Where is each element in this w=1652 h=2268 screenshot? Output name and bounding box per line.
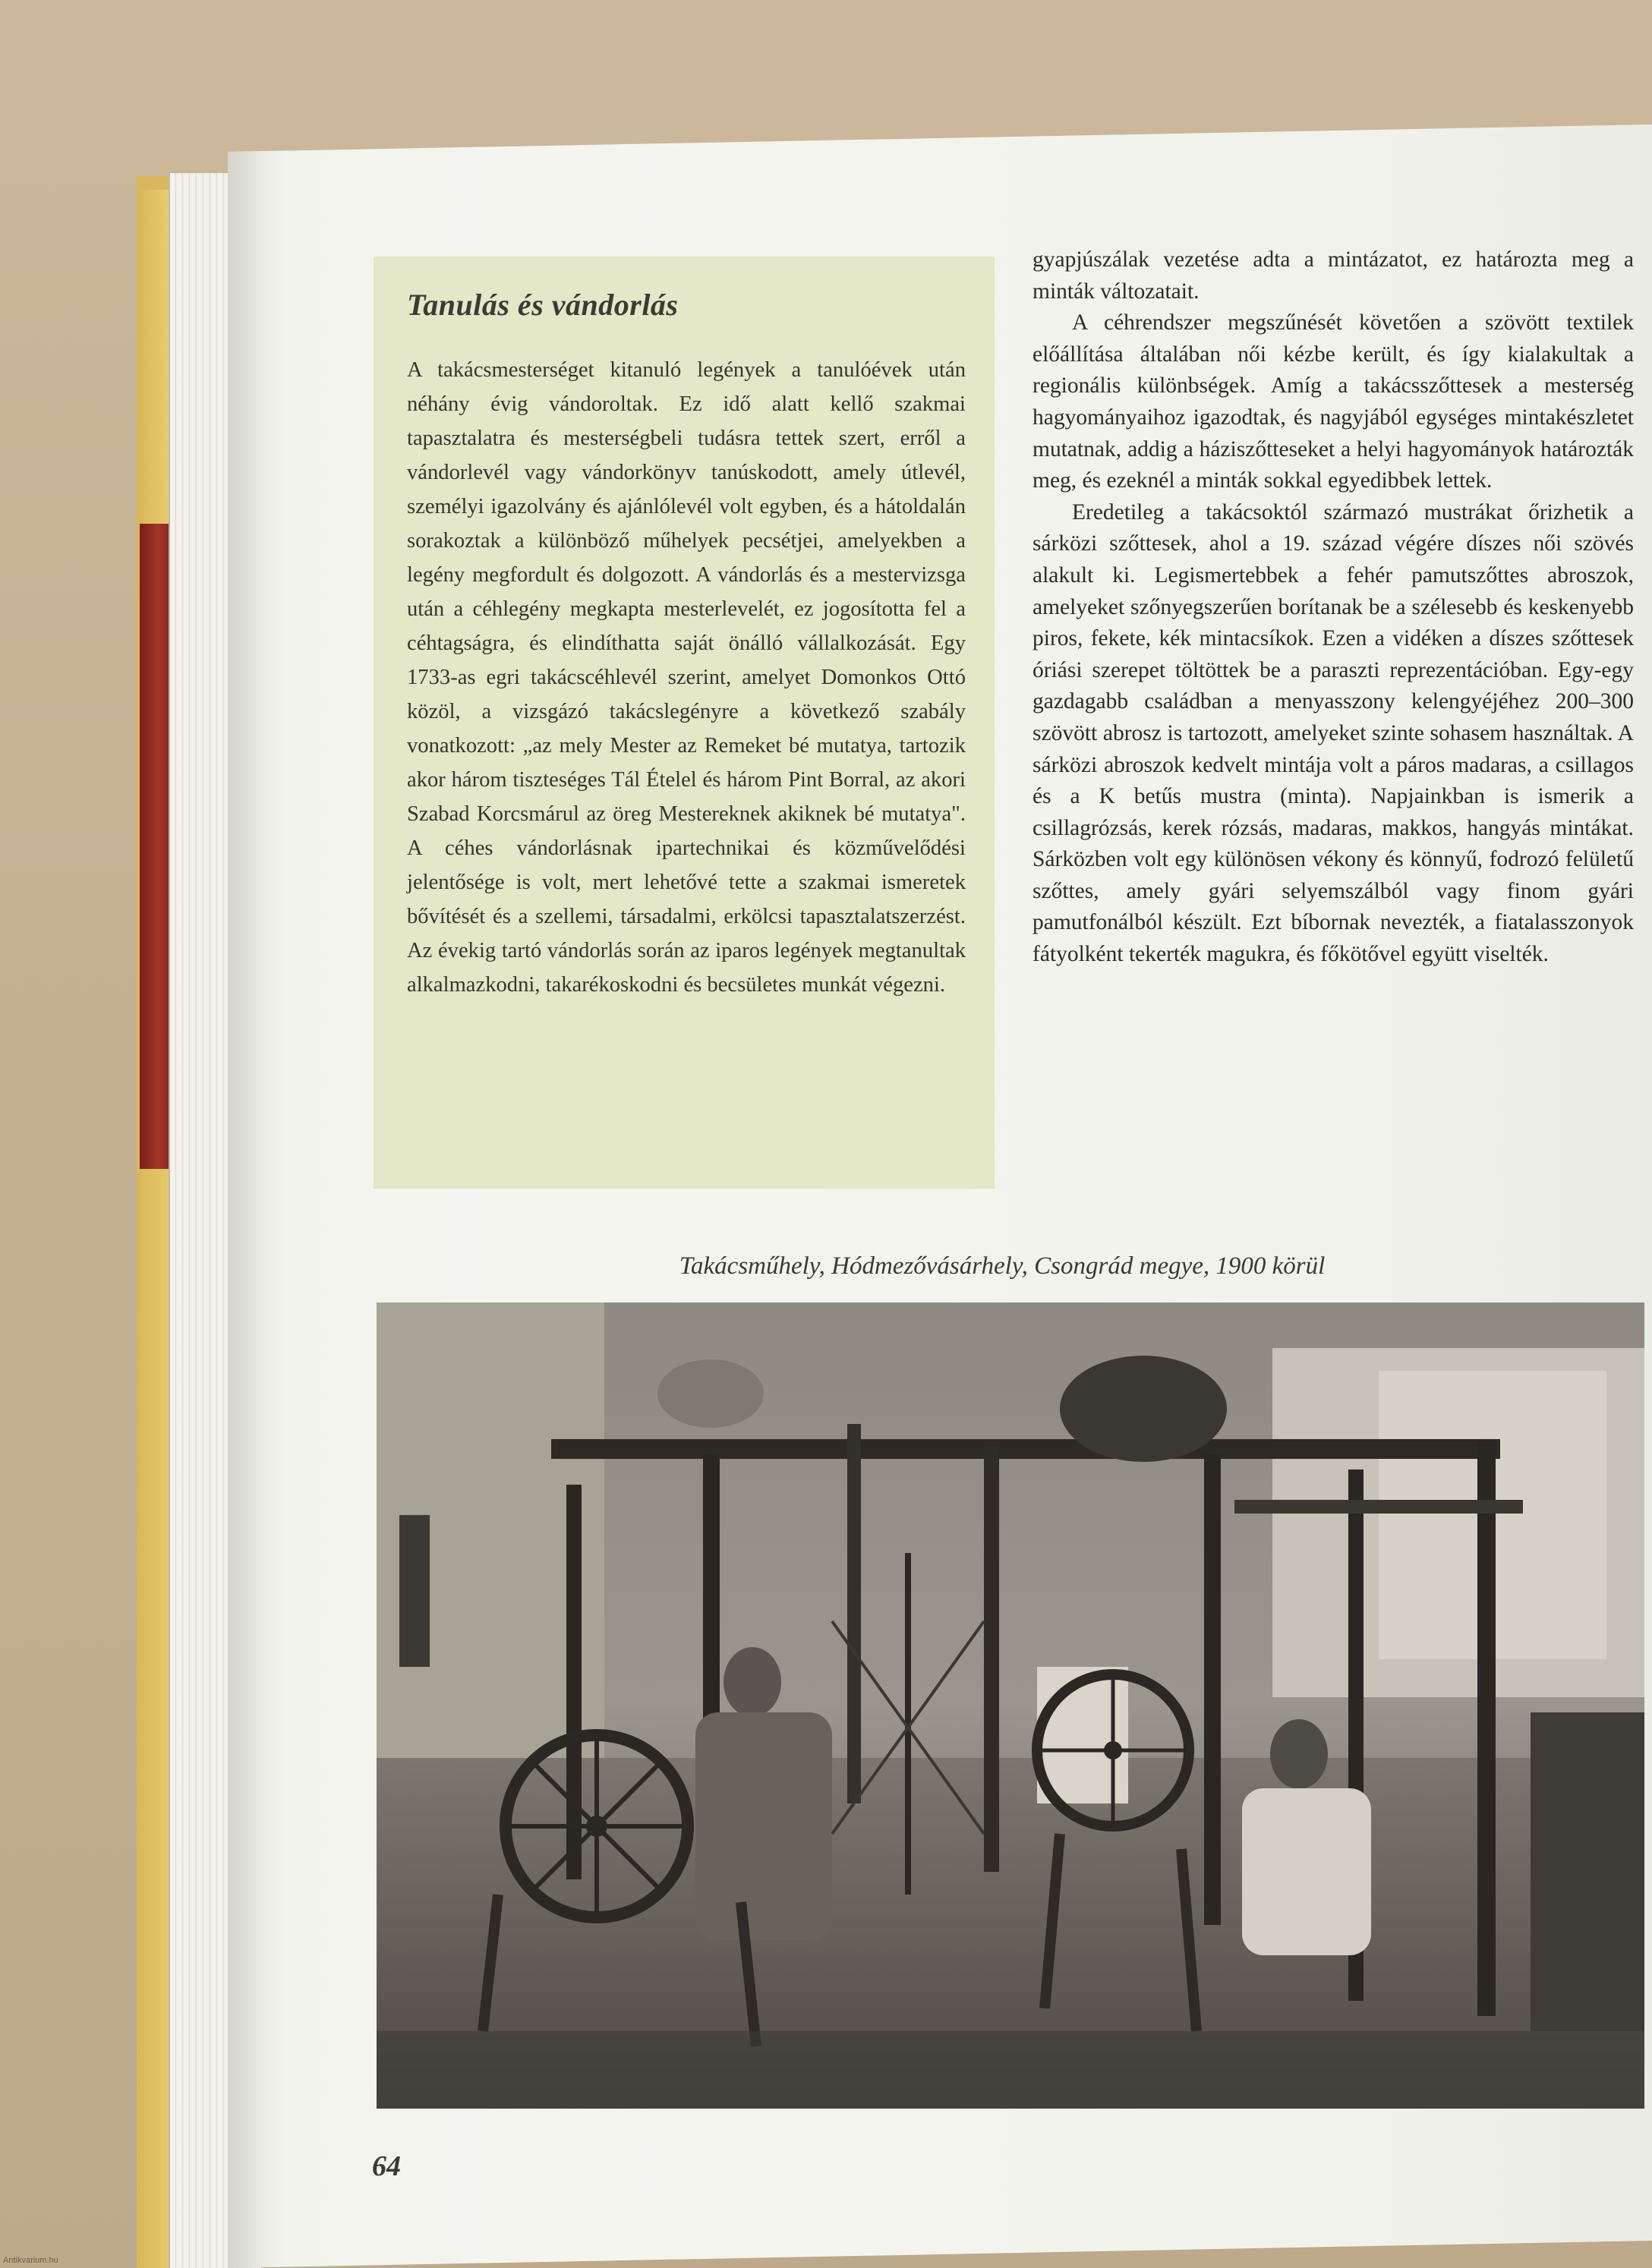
sidebar-text (407, 353, 966, 1002)
weaving-workshop-photo (377, 1303, 1644, 2109)
sidebar-title: Tanulás és vándorlás (407, 288, 679, 322)
column-paragraph: gyapjúszálak vezetése adta a mintázatot, ez határozta meg a minták változatait. (1032, 247, 1634, 304)
column-paragraph: A céhrendszer megszűnését követően a szövött textilek előállítása általában női kézbe került, és így kialakultak a regionális különbségek. Amíg a takácsszőttesek a mesterség hagyományaihoz igazodtak, és nagyjából egységes mintakészletet mutatnak, addig a háziszőtteseket a helyi hagyományok határozták meg, és ezeknél a minták sokkal egyedibbek lettek. (1032, 310, 1634, 493)
page-gutter-shadow (228, 152, 273, 2268)
photo-caption: Takácsműhely, Hódmezővásárhely, Csongrád megye, 1900 körül (679, 1252, 1326, 1280)
sidebar-paragraph: A takácsmesterséget kitanuló legények a tanulóévek után néhány évig vándoroltak. Ez idő alatt kellő szakmai tapasztalatra és mesterségbeli tudásra tettek szert, erről a vándorlevél vagy vándorkönyv tanúskodott, amely útlevél, személyi igazolvány és ajánlólevél volt egyben, és a hátoldalán sorakoztak a különböző műhelyek pecsétjei, amelyekben a legény megfordult és dolgozott. A vándorlás és a mestervizsga után a céhlegény megkapta mesterlevelét, ez jogosította fel a céhtagságra, és elindíthatta saját önálló vállalkozását. Egy 1733-as egri takácscéhlevél szerint, amelyet Domonkos Ottó közöl, a vizsgázó takácslegényre a következő szabály vonatkozott: „az mely Mester az Remeket bé mutatya, tartozik akor három tiszteséges Tál Ételel és három Pint Borral, az akori Szabad Korcsmárul az öreg Mestereknek akiknek bé mutatya". A céhes vándorlásnak ipartechnikai és közművelődési jelentősége is volt, mert lehetővé tette a szakmai ismeretek bővítését és a szellemi, társadalmi, erkölcsi tapasztalatszerzést. Az évekig tartó vándorlás során az iparos legények megtanultak alkalmazkodni, takarékoskodni és becsületes munkát végezni. (407, 358, 966, 997)
book-cover-spine-red (140, 524, 170, 1169)
page-number: 64 (372, 2150, 401, 2182)
watermark: Antikvarium.hu (3, 2256, 58, 2265)
right-column-text (1032, 244, 1634, 971)
column-paragraph: Eredetileg a takácsoktól származó mustrákat őrizhetik a sárközi szőttesek, ahol a 19. század végére díszes női szövés alakult ki. Legismertebbek a fehér pamutszőttes abroszok, amelyeket szőnyegszerűen borítanak be a szélesebb és keskenyebb piros, fekete, kék mintacsíkok. Ezen a vidéken a díszes szőttesek óriási szerepet töltöttek be a paraszti reprezentációban. Egy-egy gazdagabb családban a menyasszony kelengyéjéhez 200–300 szövött abrosz is tartozott, amelyeket szinte sohasem használtak. A sárközi abroszok kedvelt mintája volt a páros madaras, a csillagos és a K betűs mustra (minta). Napjainkban is ismerik a csillagrózsás, kerek rózsás, madaras, makkos, hangyás mintákat. Sárközben volt egy különösen vékony és könnyű, fodrozó felületű szőttes, amely gyári selyemszálból vagy finom gyári pamutfonálból készült. Ezt bíbornak nevezték, a fiatalasszonyok fátyolként tekerték magukra, és főkötővel együtt viselték. (1032, 499, 1634, 967)
sidebar-box (374, 257, 995, 1189)
book-cover-spine-yellow-lower (140, 1169, 170, 2268)
book-cover-spine-yellow (140, 190, 170, 524)
